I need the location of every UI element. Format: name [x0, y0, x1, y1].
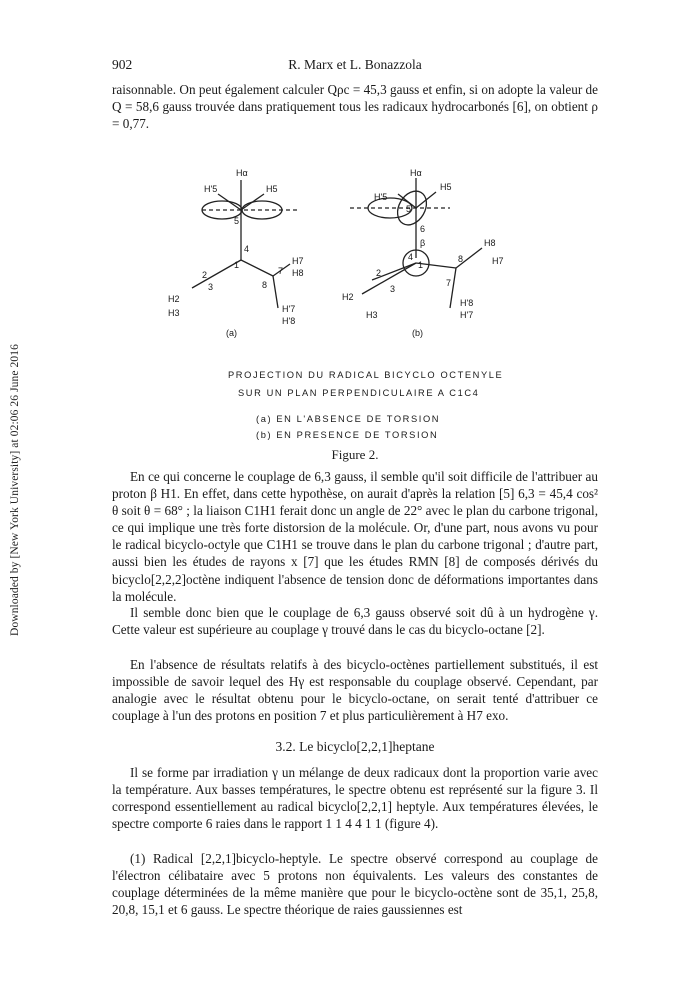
label-a-2: 2 [202, 270, 208, 280]
body-paragraph-1: En ce qui concerne le couplage de 6,3 gauss, il semble qu'il soit difficile de l'attribuer au proton β H1. En effet, dans cette hypothèse, on aurait d'après la relation [5] 6,3 = 45,4 cos² θ soit θ = 68° ; la liaison C1H1 ferait donc un angle de 22° avec le plan du carbone trigonal, ce qui implique une très forte distorsion de la molécule. Or, d'une part, nous avons vu pour le radical bicyclo-octyle que C1H1 se trouve dans le plan du carbone trigonal ; d'autre part, aussi bien les études de rayons x [7] que les études RMN [8] de composés dérivés du bicyclo[2,2,2]octène indiquent l'absence de tension donc de déformations importantes dans la molécule. [112, 469, 598, 604]
label-a-h5: H5 [266, 184, 278, 194]
label-b-halpha: Hα [410, 168, 422, 178]
body-paragraph-4: Il se forme par irradiation γ un mélange de deux radicaux dont la proportion varie avec la température. Aux basses températures, le spectre obtenu est représenté sur la figure 3. Il correspond essentiellement au radical bicyclo[2,2,1] heptyle. Aux températures élevées, le spectre comporte 6 raies dans le rapport 1 1 4 4 1 1 (figure 4). [112, 765, 598, 832]
label-a-5: 5 [234, 216, 240, 226]
label-a-halpha: Hα [236, 168, 248, 178]
label-b-8: 8 [458, 254, 464, 264]
panel-b-label: (b) [412, 328, 423, 338]
label-a-h5-prime: H'5 [204, 184, 218, 194]
label-b-h2: H2 [342, 292, 354, 302]
label-b-h8-prime: H'8 [460, 298, 474, 308]
label-b-h5-prime: H'5 [374, 192, 388, 202]
label-b-h8: H8 [484, 238, 496, 248]
figure-caption-line-1: PROJECTION DU RADICAL BICYCLO OCTENYLE [228, 370, 504, 380]
label-b-6: 6 [420, 224, 426, 234]
intro-paragraph: raisonnable. On peut également calculer Qρc = 45,3 gauss et enfin, si on adopte la valeur de Q = 58,6 gauss trouvée dans pratiquement tous les radicaux hydrocarbonés [6], on obtient ρ = 0,77. [112, 82, 598, 132]
page-header [112, 57, 598, 75]
label-b-h5: H5 [440, 182, 452, 192]
label-b-3: 3 [390, 284, 396, 294]
label-b-4: 4 [408, 252, 414, 262]
label-a-h2: H2 [168, 294, 180, 304]
label-a-7: 7 [278, 266, 284, 276]
download-watermark [0, 0, 30, 984]
label-b-7: 7 [446, 278, 452, 288]
label-b-5: 5 [406, 204, 412, 214]
label-b-h7: H7 [492, 256, 504, 266]
panel-a-label: (a) [226, 328, 237, 338]
label-b-h3: H3 [366, 310, 378, 320]
figure-caption-a: (a) EN L'ABSENCE DE TORSION [256, 414, 441, 424]
label-a-1: 1 [234, 260, 240, 270]
figure-title: Figure 2. [331, 447, 379, 462]
label-a-h8: H8 [292, 268, 304, 278]
label-a-h8-prime: H'8 [282, 316, 296, 326]
panel-b-orbital [350, 178, 450, 258]
download-notice: Downloaded by [New York University] at 02:06 26 June 2016 [9, 344, 21, 636]
body-paragraph-5: (1) Radical [2,2,1]bicyclo-heptyle. Le spectre observé correspond au couplage de l'électron célibataire avec 5 protons non équivalents. Les valeurs des constantes de couplage déterminées de la même manière que pour le bicyclo-octène sont de 35,1, 25,8, 20,8, 15,1 et 6 gauss. Le spectre théorique de raies gaussiennes est [112, 851, 598, 918]
figure-caption-b: (b) EN PRESENCE DE TORSION [256, 430, 439, 440]
label-b-beta: β [420, 238, 426, 248]
label-a-8: 8 [262, 280, 268, 290]
section-title: 3.2. Le bicyclo[2,2,1]heptane [275, 739, 435, 754]
label-b-2: 2 [376, 268, 382, 278]
section-heading [112, 739, 598, 755]
label-a-4: 4 [244, 244, 250, 254]
label-a-3: 3 [208, 282, 214, 292]
page-number: 902 [112, 57, 133, 72]
label-b-1: 1 [418, 260, 424, 270]
figure-2 [150, 168, 540, 340]
label-a-h7-prime: H'7 [282, 304, 296, 314]
label-b-h7-prime: H'7 [460, 310, 474, 320]
panel-a-skeleton [192, 226, 290, 308]
label-a-h3: H3 [168, 308, 180, 318]
running-head: R. Marx et L. Bonazzola [288, 57, 422, 72]
figure-caption-line-2: SUR UN PLAN PERPENDICULAIRE A C1C4 [238, 388, 480, 398]
body-paragraph-3: En l'absence de résultats relatifs à des bicyclo-octènes partiellement substitués, il est impossible de savoir lequel des Hγ est responsable du couplage observé. Cependant, par analogie avec le résultat obtenu pour le bicyclo-octane, on serait tenté d'attribuer ce couplage à l'un des protons en position 7 et plus particulièrement à H7 exo. [112, 657, 598, 724]
body-paragraph-2: Il semble donc bien que le couplage de 6,3 gauss observé soit dû à un hydrogène γ. Cette valeur est supérieure au couplage γ trouvé dans le cas du bicyclo-octane [2]. [112, 605, 598, 638]
label-a-h7: H7 [292, 256, 304, 266]
